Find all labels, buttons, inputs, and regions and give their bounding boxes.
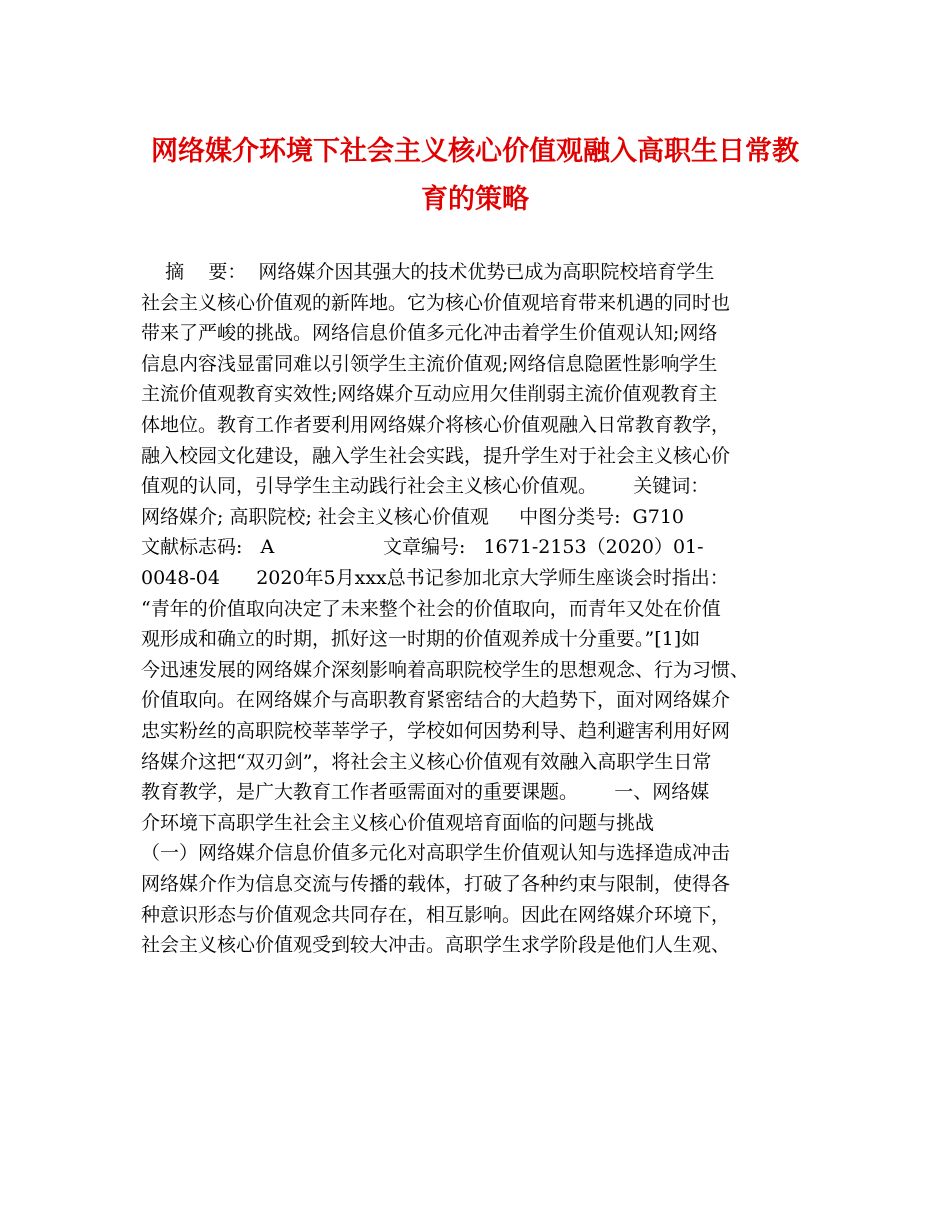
body-line: 价值取向。在网络媒介与高职教育紧密结合的大趋势下，面对网络媒介 — [141, 689, 731, 712]
body-line: 摘 要： 网络媒介因其强大的技术优势已成为高职院校培育学生 — [141, 261, 715, 283]
document-title-line-2: 育的策略 — [421, 184, 529, 215]
body-line: 体地位。教育工作者要利用网络媒介将核心价值观融入日常教育教学， — [141, 414, 731, 436]
body-line: 网络媒介作为信息交流与传播的载体，打破了各种约束与限制，使得各 — [141, 873, 731, 895]
body-line: 值观的认同，引导学生主动践行社会主义核心价值观。 关键词： — [141, 475, 710, 498]
body-line: 观形成和确立的时期，抓好这一时期的价值观养成十分重要。”[1]如 — [141, 628, 701, 651]
body-line: 教育教学，是广大教育工作者亟需面对的重要课题。 一、网络媒 — [141, 781, 710, 804]
body-line: 络媒介这把“双刃剑”，将社会主义核心价值观有效融入高职学生日常 — [141, 750, 712, 773]
body-line: 文献标志码: A 文章编号: 1671-2153（2020）01- — [141, 536, 704, 559]
body-line: 今迅速发展的网络媒介深刻影响着高职院校学生的思想观念、行为习惯、 — [141, 658, 750, 681]
body-line: 社会主义核心价值观的新阵地。它为核心价值观培育带来机遇的同时也 — [141, 291, 731, 314]
body-line: 网络媒介; 高职院校; 社会主义核心价值观 中图分类号: G710 — [141, 505, 685, 528]
body-line: 忠实粉丝的高职院校莘莘学子，学校如何因势利导、趋利避害利用好网 — [141, 720, 731, 742]
body-line: 社会主义核心价值观受到较大冲击。高职学生求学阶段是他们人生观、 — [141, 934, 731, 957]
body-line: （一）网络媒介信息价值多元化对高职学生价值观认知与选择造成冲击 — [141, 842, 731, 865]
document-title-line-1: 网络媒介环境下社会主义核心价值观融入高职生日常教 — [151, 136, 799, 167]
body-line: 带来了严峻的挑战。网络信息价值多元化冲击着学生价值观认知;网络 — [141, 322, 718, 345]
body-line: 介环境下高职学生社会主义核心价值观培育面临的问题与挑战 — [141, 811, 655, 834]
body-line: “青年的价值取向决定了未来整个社会的价值取向，而青年又处在价值 — [141, 597, 721, 620]
body-line: 种意识形态与价值观念共同存在，相互影响。因此在网络媒介环境下， — [141, 903, 731, 926]
body-line: 主流价值观教育实效性;网络媒介互动应用欠佳削弱主流价值观教育主 — [141, 383, 718, 406]
body-line: 0048-04 2020年5月xxx总书记参加北京大学师生座谈会时指出： — [141, 567, 729, 589]
body-line: 融入校园文化建设，融入学生社会实践，提升学生对于社会主义核心价 — [141, 444, 731, 467]
body-line: 信息内容浅显雷同难以引领学生主流价值观;网络信息隐匿性影响学生 — [141, 352, 718, 375]
